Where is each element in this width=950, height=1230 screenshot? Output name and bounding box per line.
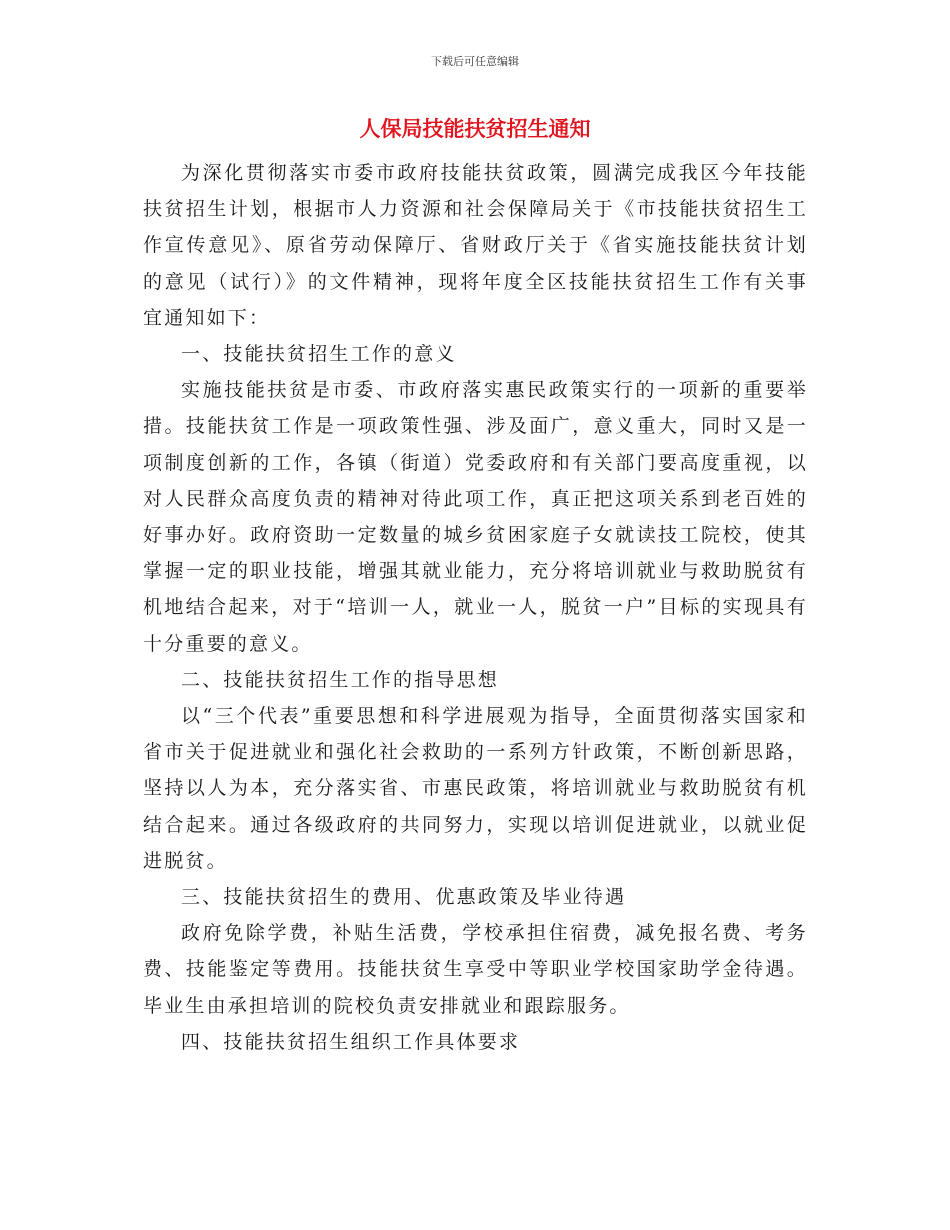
section-heading-2: 二、技能扶贫招生工作的指导思想	[181, 668, 500, 691]
document-body	[143, 155, 808, 1060]
intro-paragraph: 为深化贯彻落实市委市政府技能扶贫政策，圆满完成我区今年技能扶贫招生计划，根据市人力资源和社会保障局关于《市技能扶贫招生工作宣传意见》、原省劳动保障厅、省财政厅关于《省实施技能扶贫计划的意见（试行）》的文件精神，现将年度全区技能扶贫招生工作有关事宜通知如下：	[143, 162, 808, 329]
section-heading-1: 一、技能扶贫招生工作的意义	[181, 343, 457, 366]
document-title: 人保局技能扶贫招生通知	[359, 117, 591, 141]
section-2-paragraph: 以“三个代表”重要思想和科学进展观为指导，全面贯彻落实国家和省市关于促进就业和强化社会救助的一系列方针政策，不断创新思路，坚持以人为本，充分落实省、市惠民政策，将培训就业与救助脱贫有机结合起来。通过各级政府的共同努力，实现以培训促进就业，以就业促进脱贫。	[143, 705, 808, 872]
section-1-paragraph: 实施技能扶贫是市委、市政府落实惠民政策实行的一项新的重要举措。技能扶贫工作是一项政策性强、涉及面广，意义重大，同时又是一项制度创新的工作，各镇（街道）党委政府和有关部门要高度重视，以对人民群众高度负责的精神对待此项工作，真正把这项关系到老百姓的好事办好。政府资助一定数量的城乡贫困家庭子女就读技工院校，使其掌握一定的职业技能，增强其就业能力，充分将培训就业与救助脱贫有机地结合起来，对于“培训一人，就业一人，脱贫一户”目标的实现具有十分重要的意义。	[143, 379, 808, 655]
page-header-note: 下载后可任意编辑	[431, 55, 519, 68]
section-3-paragraph: 政府免除学费，补贴生活费，学校承担住宿费，减免报名费、考务费、技能鉴定等费用。技能扶贫生享受中等职业学校国家助学金待遇。毕业生由承担培训的院校负责安排就业和跟踪服务。	[143, 922, 808, 1017]
section-heading-4: 四、技能扶贫招生组织工作具体要求	[181, 1030, 521, 1053]
section-heading-3: 三、技能扶贫招生的费用、优惠政策及毕业待遇	[181, 886, 627, 909]
